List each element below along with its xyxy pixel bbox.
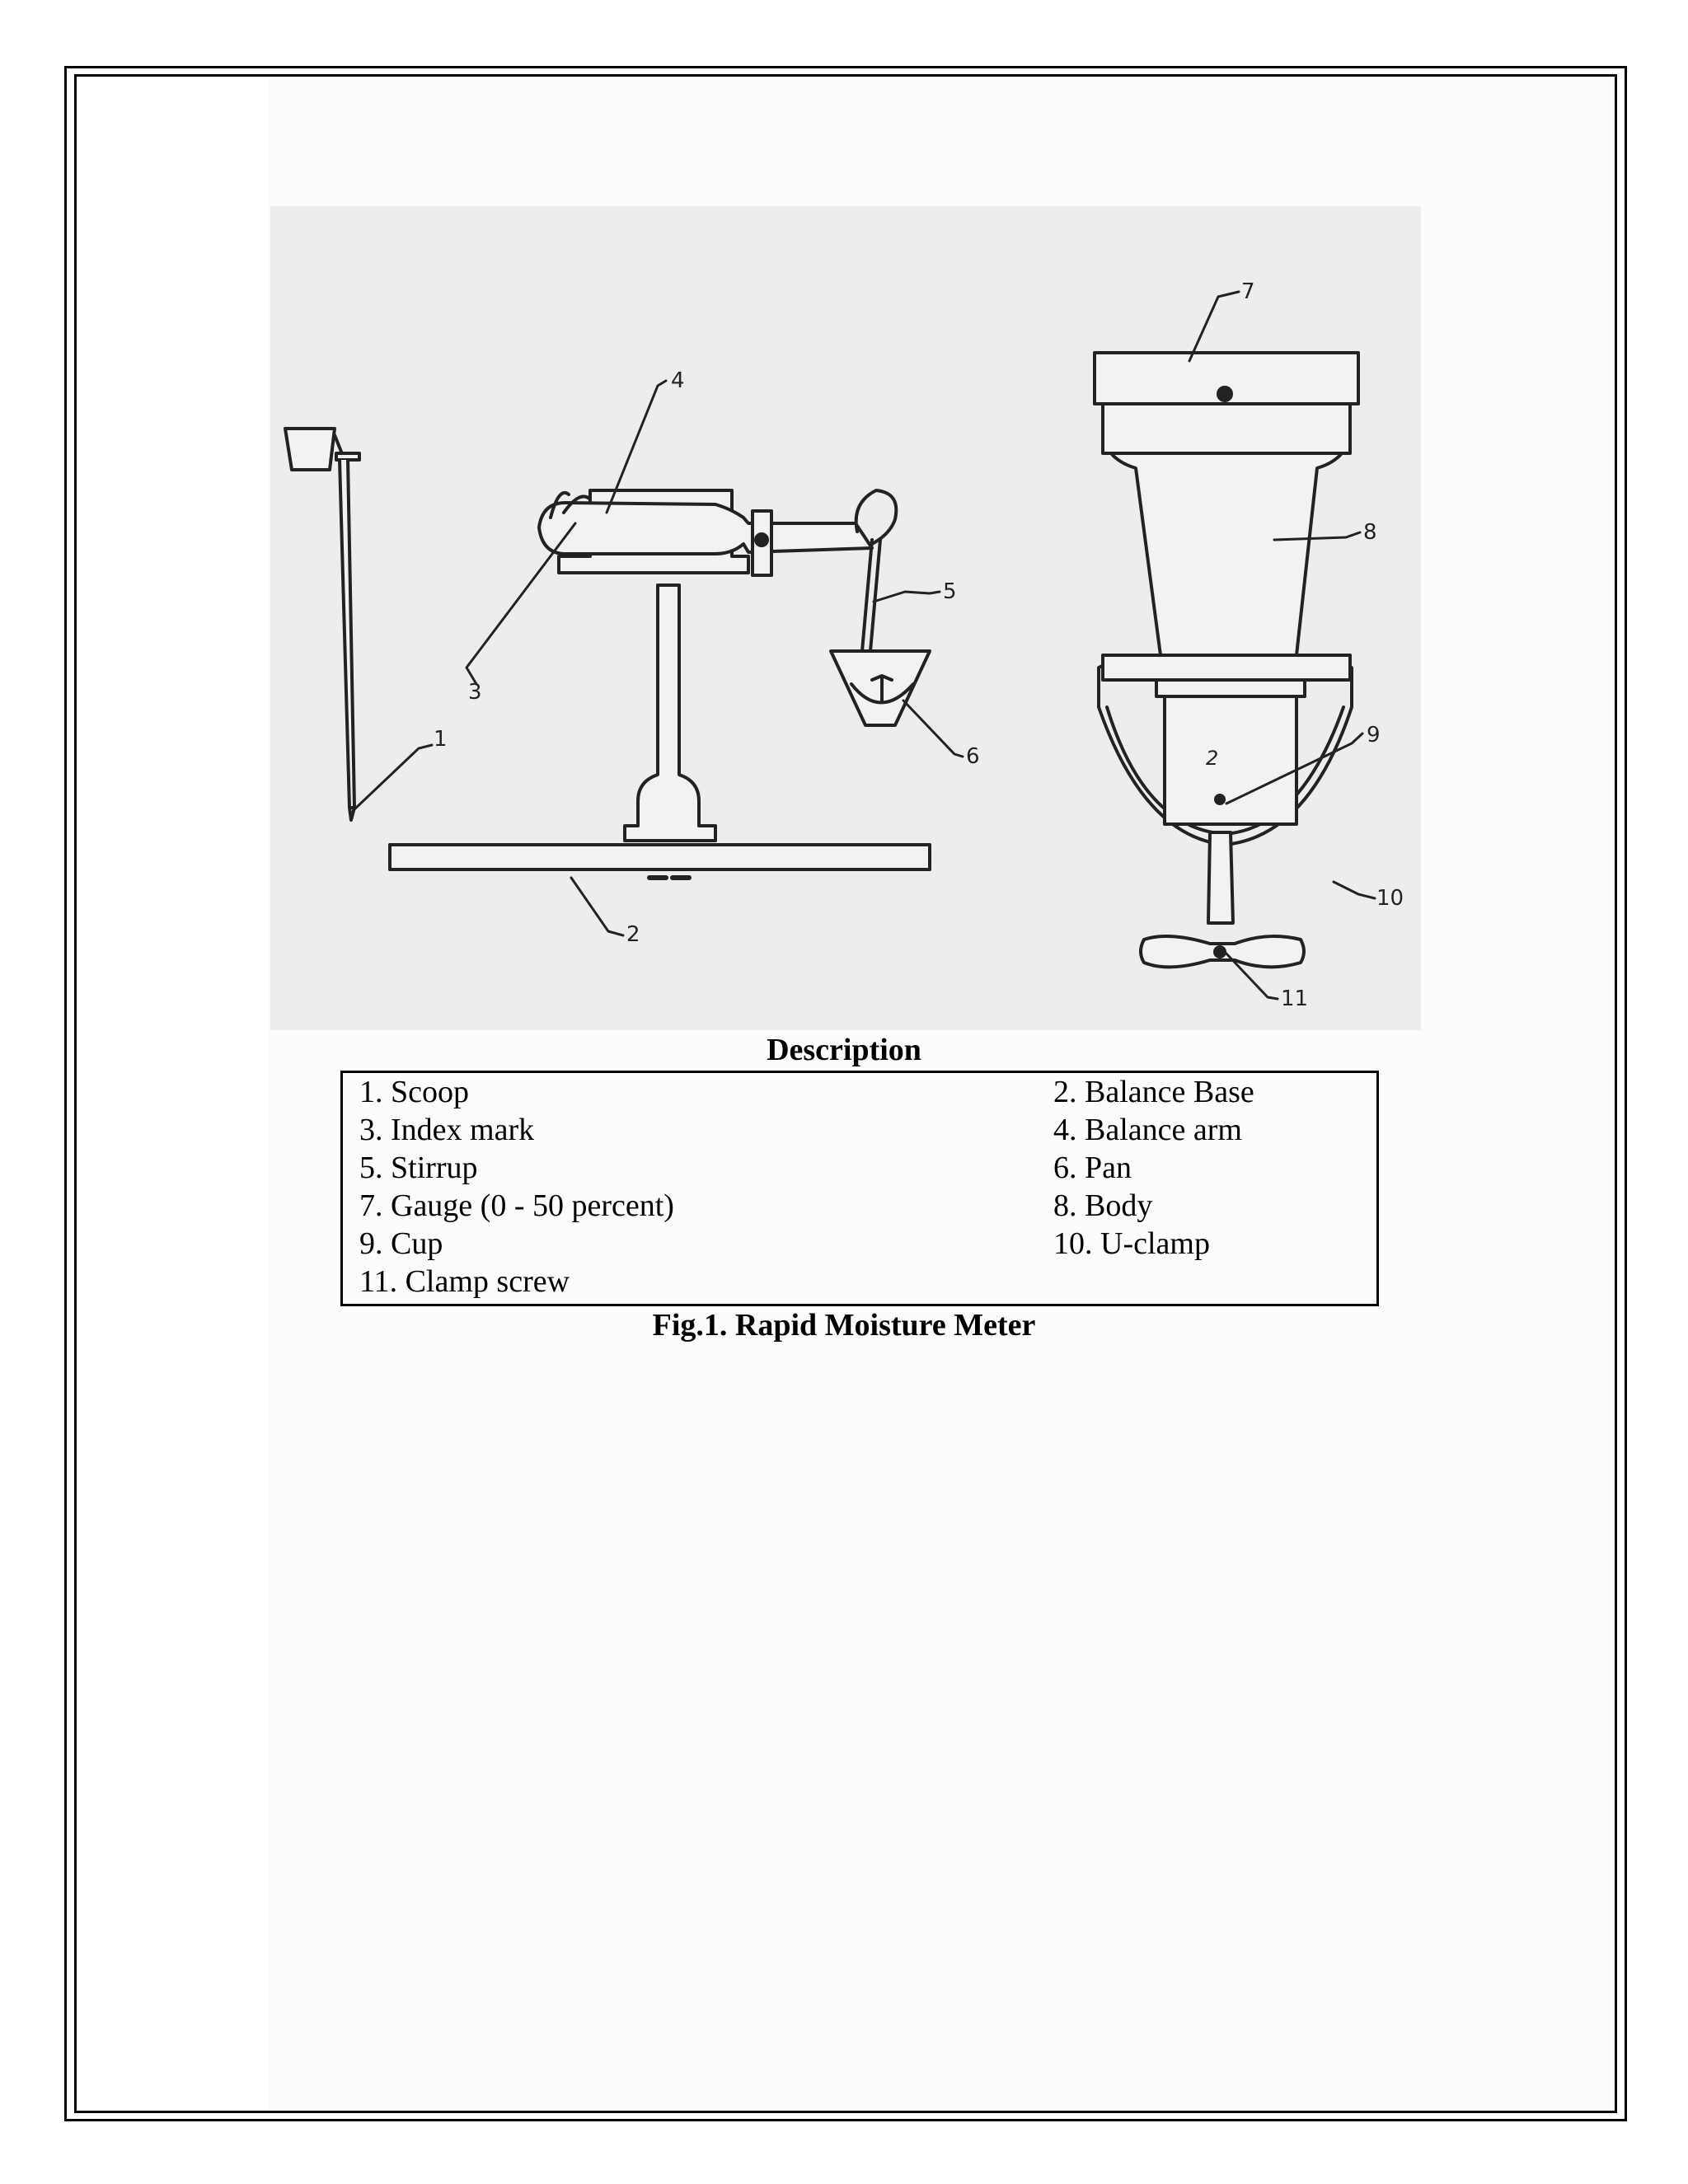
part-item: 9. Cup xyxy=(359,1226,443,1261)
part-item: 11. Clamp screw xyxy=(359,1264,570,1299)
callout-label: 4 xyxy=(671,368,685,393)
callout-label: 5 xyxy=(943,579,957,604)
figure-caption: Fig.1. Rapid Moisture Meter xyxy=(652,1308,1036,1343)
part-item: 8. Body xyxy=(1053,1188,1153,1223)
callout-label: 3 xyxy=(468,680,482,705)
callout-label: 11 xyxy=(1281,987,1309,1011)
description-heading: Description xyxy=(767,1033,921,1067)
callout-label: 7 xyxy=(1241,279,1255,304)
part-item: 4. Balance arm xyxy=(1053,1113,1242,1147)
callout-label: 8 xyxy=(1363,520,1377,545)
callout-label: 6 xyxy=(966,744,980,769)
part-item: 10. U-clamp xyxy=(1053,1226,1210,1261)
part-item: 5. Stirrup xyxy=(359,1151,478,1185)
parts-description-table xyxy=(340,1071,1379,1306)
callout-label: 10 xyxy=(1376,886,1404,911)
handwritten-mark: 2 xyxy=(1206,747,1219,770)
part-item: 2. Balance Base xyxy=(1053,1075,1254,1109)
meter-body-part xyxy=(1095,353,1358,967)
part-item: 3. Index mark xyxy=(359,1113,535,1147)
callout-label: 9 xyxy=(1367,723,1381,748)
part-item: 6. Pan xyxy=(1053,1151,1132,1185)
part-item: 7. Gauge (0 - 50 percent) xyxy=(359,1188,674,1223)
part-item: 1. Scoop xyxy=(359,1075,469,1109)
callout-label: 1 xyxy=(434,727,448,752)
moisture-meter-figure xyxy=(270,206,1421,1030)
scoop-part xyxy=(285,429,359,820)
moisture-meter-drawing xyxy=(270,206,1421,1030)
callout-label: 2 xyxy=(626,922,640,947)
